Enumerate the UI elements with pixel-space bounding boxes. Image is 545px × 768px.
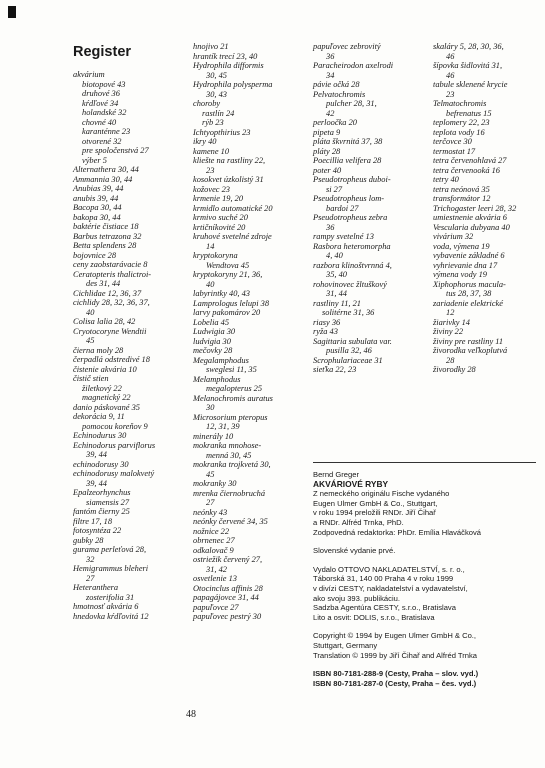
index-entry: krmidlo automatické 20 [193, 203, 273, 213]
imprint-divider [313, 462, 536, 463]
index-entry: vyhrievanie dna 17 [433, 260, 498, 270]
index-entry: 45 [86, 336, 95, 345]
index-entry: Vescularia dubyana 40 [433, 222, 510, 232]
index-entry: termostat 17 [433, 146, 476, 156]
page-number: 48 [186, 709, 196, 720]
index-entry: Microsorium pteropus [193, 412, 268, 422]
index-entry: fantóm čierny 25 [73, 507, 130, 516]
index-entry: papagájovce 31, 44 [193, 593, 259, 602]
index-entry: megalopterus 25 [206, 384, 263, 393]
register-column-1 [73, 42, 185, 621]
index-entry: pomocou koreňov 9 [82, 421, 148, 431]
index-entry: hmotnosť akvária 6 [73, 602, 139, 611]
index-entry: razbora klinoštvrnná 4, [313, 260, 392, 270]
index-entry: pláta škvrnitá 37, 38 [313, 137, 383, 146]
imprint-block [313, 470, 538, 688]
index-entry: Lobelia 45 [193, 317, 230, 327]
index-entry: 34 [326, 70, 335, 80]
index-entry: tetra červenooká 16 [433, 165, 500, 175]
index-entry: obrnenec 27 [193, 536, 235, 545]
index-entry: čierna moly 28 [73, 345, 124, 355]
index-entry: kliešte na rastliny 22, [193, 156, 266, 165]
page-corner-mark [8, 6, 16, 18]
index-entry: Pelvatochromis [313, 89, 366, 99]
index-entry: kruhové svetelné zdroje [193, 232, 272, 241]
index-entry: Echinodurus 30 [73, 431, 127, 440]
imprint-line: ako svoju 393. publikáciu. [313, 593, 400, 603]
imprint-edition: Slovenské vydanie prvé. [313, 546, 396, 556]
index-entry: mokranka mnohose- [193, 441, 262, 450]
index-entry: Colisa lalia 28, 42 [73, 317, 136, 326]
index-entry: echinodorusy 30 [73, 459, 129, 469]
index-entry: des 31, 44 [86, 279, 121, 288]
index-entry: 27 [86, 573, 95, 583]
index-entry: 36 [326, 222, 335, 232]
index-entry: befrenatus 15 [446, 108, 492, 118]
index-entry: tetra neónová 35 [433, 184, 490, 194]
imprint-author: Bernd Greger [313, 470, 360, 479]
index-entry: Megalamphodus [193, 355, 249, 365]
index-entry: sweglesi 11, 35 [206, 365, 257, 374]
index-entry: tetry 40 [433, 175, 459, 184]
index-entry: druhové 36 [82, 89, 120, 98]
index-entry: Echinodorus parviflorus [73, 440, 156, 450]
index-entry: akvárium [73, 70, 105, 79]
index-entry: Bacopa 30, 44 [73, 203, 122, 212]
index-entry: holandské 32 [82, 108, 127, 117]
index-entry: menná 30, 45 [206, 450, 252, 460]
index-entry: Hydrophila polysperma [193, 80, 273, 89]
register-column-2 [193, 42, 305, 622]
index-entry: ceny zaobstarávacie 8 [73, 260, 148, 269]
index-entry: mokranky 30 [193, 479, 237, 488]
index-entry: kamene 10 [193, 146, 230, 156]
index-entry: čistič stien [73, 374, 109, 383]
index-entry: neónky červené 34, 35 [193, 517, 268, 526]
index-entry: zosterifolia 31 [86, 592, 135, 602]
index-entry: žiarivky 14 [433, 317, 470, 327]
index-entry: pusilla 32, 46 [326, 346, 372, 355]
index-entry: Ichtyopthirius 23 [193, 127, 251, 137]
index-entry: kosokvet úzkolistý 31 [193, 175, 264, 184]
index-entry: živiny 22 [433, 327, 464, 336]
imprint-line: Táborská 31, 140 00 Praha 4 v roku 1999 [313, 574, 454, 584]
index-entry: ryža 43 [313, 327, 338, 336]
index-entry: 31, 42 [206, 564, 227, 574]
register-column-3 [313, 42, 425, 375]
index-entry: 27 [206, 498, 215, 507]
index-entry: riasy 36 [313, 317, 341, 327]
index-entry: solitérne 31, 36 [322, 308, 375, 317]
imprint-line: Lito a osvit: DOLIS, s.r.o., Bratislava [313, 612, 435, 622]
index-entry: 28 [446, 355, 455, 365]
imprint-line: Vydalo OTTOVO NAKLADATELSTVÍ, s. r. o., [313, 564, 465, 574]
index-entry: tabule sklenené krycie [433, 80, 508, 89]
index-entry: si 27 [326, 184, 343, 194]
index-entry: pre spoločenstvá 27 [82, 146, 149, 155]
index-entry: Otocinclus affinis 28 [193, 583, 263, 593]
index-entry: teplomery 22, 23 [433, 118, 490, 127]
index-entry: žiletkový 22 [82, 383, 122, 393]
index-entry: tus 28, 37, 38 [446, 289, 492, 298]
index-entry: pávie očká 28 [313, 80, 360, 89]
index-entry: 39, 44 [86, 450, 107, 459]
index-entry: 40 [86, 307, 95, 317]
index-entry: rampy svetelné 13 [313, 232, 374, 241]
index-entry: pláty 28 [313, 146, 341, 156]
index-entry: Anubias 39, 44 [73, 184, 124, 193]
register-column-4 [433, 42, 538, 375]
index-entry: Betta splendens 28 [73, 241, 137, 250]
imprint-line: Eugen Ulmer GmbH & Co., Stuttgart, [313, 498, 438, 508]
index-entry: 30 [206, 403, 215, 412]
index-entry: labyrintky 40, 43 [193, 289, 250, 298]
index-entry: teplota vody 16 [433, 127, 485, 137]
index-entry: bakopa 30, 44 [73, 212, 121, 222]
index-entry: 40 [206, 279, 215, 289]
register-title: Register [73, 44, 132, 60]
index-entry: Poecillia velifera 28 [313, 156, 382, 165]
index-entry: krtičníkovité 20 [193, 222, 246, 232]
index-entry: perloočka 20 [313, 118, 357, 127]
index-entry: ostriežik červený 27, [193, 555, 263, 564]
index-entry: krmenie 19, 20 [193, 194, 244, 203]
index-entry: živorodka veľkoplutvá [433, 346, 508, 355]
index-entry: poter 40 [313, 165, 342, 175]
imprint-copyright: Copyright © 1994 by Eugen Ulmer GmbH & Co., [313, 631, 477, 641]
index-entry: cichlidy 28, 32, 36, 37, [73, 298, 150, 307]
index-entry: kryptokoryna [193, 251, 238, 260]
index-entry: siamensis 27 [86, 497, 130, 507]
index-entry: Scrophulariaceae 31 [313, 355, 383, 365]
index-entry: ludvigia 30 [193, 336, 231, 346]
index-entry: filtre 17, 18 [73, 516, 113, 526]
index-entry: baktérie čistiace 18 [73, 222, 139, 231]
index-entry: 12, 31, 39 [206, 422, 240, 431]
index-entry: 46 [446, 51, 455, 61]
index-entry: Wendtova 45 [206, 260, 250, 270]
index-entry: Melanochromis auratus [193, 393, 273, 403]
index-entry: výmena vody 19 [433, 270, 487, 279]
isbn-slovak: ISBN 80-7181-288-9 (Cesty, Praha – slov. vyd.) [313, 669, 479, 679]
index-entry: bardoi 27 [326, 203, 359, 213]
index-entry: karanténne 23 [82, 127, 131, 136]
index-entry: gurama perleťová 28, [73, 545, 147, 554]
index-entry: hnedovka kŕdľovitá 12 [73, 611, 149, 621]
imprint-line: a RNDr. Alfréd Trnka, PhD. [313, 517, 404, 527]
index-entry: pipeta 9 [313, 127, 341, 137]
index-entry: kŕdľové 34 [82, 98, 119, 108]
imprint-line: v roku 1994 preložili RNDr. Jiří Čihař [313, 508, 436, 518]
index-entry: gubky 28 [73, 535, 104, 545]
imprint-line: Sadzba Agentúra CESTY, s.r.o., Bratislava [313, 603, 456, 613]
index-entry: 35, 40 [326, 270, 347, 279]
index-entry: transformátor 12 [433, 194, 491, 203]
index-entry: Rasbora heteromorpha [313, 241, 391, 251]
index-entry: 36 [326, 51, 335, 61]
index-entry: papuľovec pestrý 30 [193, 612, 262, 621]
index-entry: mečovky 28 [193, 346, 233, 355]
index-entry: rohovinovec žltuškový [313, 279, 387, 289]
index-entry: Ceratopteris thalictroi- [73, 269, 152, 279]
imprint-line: Zodpovedná redaktorka: PhDr. Emília Hlaváčková [313, 527, 481, 537]
index-entry: tetra červenohlavá 27 [433, 156, 507, 165]
index-entry: biotopové 43 [82, 79, 126, 89]
index-entry: rastlín 24 [202, 108, 235, 118]
index-entry: Epalzeorhynchus [73, 488, 131, 497]
index-entry: rýb 23 [202, 118, 224, 127]
index-entry: papuľovce 27 [193, 602, 239, 612]
index-entry: odkalovač 9 [193, 545, 234, 555]
index-entry: minerály 10 [193, 431, 234, 441]
index-entry: 46 [446, 70, 455, 80]
index-entry: krmivo suché 20 [193, 213, 248, 222]
index-entry: 14 [206, 241, 215, 251]
index-entry: Xiphophorus macula- [433, 279, 506, 289]
index-entry: chovné 40 [82, 117, 117, 127]
index-entry: šípovka šidlovitá 31, [433, 61, 503, 70]
index-entry: 39, 44 [86, 478, 107, 488]
index-entry: Trichogaster leeri 28, 32 [433, 203, 517, 213]
index-entry: Barbus tetrazona 32 [73, 231, 142, 241]
index-entry: osvetlenie 13 [193, 574, 237, 583]
index-entry: Sagittaria subulata var. [313, 336, 392, 346]
index-entry: 4, 40 [326, 251, 343, 260]
index-entry: kožovec 23 [193, 184, 230, 194]
index-entry: voda, výmena 19 [433, 241, 490, 251]
index-entry: hrantík trecí 23, 40 [193, 51, 258, 61]
index-entry: čerpadlá odstredivé 18 [73, 355, 150, 364]
index-entry: Cichlidae 12, 36, 37 [73, 288, 142, 298]
index-entry: otvorené 32 [82, 136, 122, 146]
index-entry: skaláry 5, 28, 30, 36, [433, 42, 504, 51]
index-entry: terčovce 30 [433, 137, 472, 146]
index-entry: nožnice 22 [193, 526, 230, 536]
index-entry: kryptokoryny 21, 36, [193, 270, 263, 279]
index-entry: choroby [193, 99, 221, 108]
index-entry: výber 5 [82, 155, 107, 165]
index-entry: Pseudotropheus zebra [313, 213, 388, 222]
index-entry: Melamphodus [193, 374, 241, 384]
index-entry: 23 [206, 165, 215, 175]
index-entry: vivárium 32 [433, 232, 474, 241]
index-entry: papuľovec zebrovitý [313, 42, 381, 51]
index-entry: Pseudotropheus lom- [313, 194, 385, 203]
index-entry: hnojivo 21 [193, 42, 229, 51]
index-entry: živorodky 28 [433, 365, 476, 374]
index-entry: 31, 44 [326, 289, 347, 298]
index-entry: Ludwigia 30 [193, 327, 236, 336]
index-entry: 32 [86, 554, 95, 564]
index-entry: 30, 43 [206, 89, 227, 99]
index-entry: mrenka čiernobruchá [193, 488, 266, 498]
index-entry: ikry 40 [193, 137, 217, 146]
imprint-line: v divízi CESTY, nakladatelství a vydavatelství, [313, 583, 468, 593]
imprint-book-title: AKVÁRIOVÉ RYBY [313, 478, 389, 489]
index-entry: dekorácia 9, 11 [73, 412, 125, 421]
index-entry: Telmatochromis [433, 99, 487, 108]
imprint-copyright: Translation © 1999 by Jiří Čihař and Alfréd Trnka [313, 650, 478, 660]
index-entry: magnetický 22 [82, 393, 131, 402]
index-entry: Paracheirodon axelrodi [313, 61, 394, 70]
index-entry: 23 [446, 89, 455, 99]
index-entry: 12 [446, 308, 455, 317]
index-entry: Pseudotropheus duboi- [313, 175, 391, 184]
index-entry: mokranka trojkvetá 30, [193, 460, 271, 469]
index-entry: Hemigrammus bleheri [73, 564, 149, 573]
index-entry: Ammannia 30, 44 [73, 174, 133, 184]
index-entry: 45 [206, 469, 215, 479]
index-entry: živiny pre rastliny 11 [433, 336, 504, 346]
index-entry: čistenie akvária 10 [73, 364, 137, 374]
index-entry: 42 [326, 108, 335, 118]
index-entry: sieťka 22, 23 [313, 365, 357, 374]
imprint-copyright: Stuttgart, Germany [313, 640, 378, 650]
index-entry: zariadenie elektrické [433, 298, 503, 308]
index-entry: 30, 45 [206, 70, 227, 80]
index-entry: Cryotocoryne Wendtii [73, 326, 147, 336]
index-entry: pulcher 28, 31, [326, 99, 377, 108]
index-entry: vybavenie základné 6 [433, 251, 505, 260]
index-entry: Alternathera 30, 44 [73, 165, 139, 174]
index-entry: rastliny 11, 21 [313, 298, 361, 308]
index-entry: anubis 39, 44 [73, 193, 119, 203]
index-entry: Lamprologus lelupi 38 [193, 298, 270, 308]
index-entry: larvy pakomárov 20 [193, 308, 261, 317]
index-entry: umiestnenie akvária 6 [433, 213, 507, 222]
imprint-line: Z nemeckého originálu Fische vydaného [313, 489, 450, 499]
index-entry: neónky 43 [193, 507, 228, 517]
index-entry: Hydrophila difformis [193, 61, 264, 70]
isbn-czech: ISBN 80-7181-287-0 (Cesty, Praha – čes. vyd.) [313, 678, 477, 688]
index-entry: danio páskované 35 [73, 402, 140, 412]
index-entry: echinodorusy malokvetý [73, 469, 155, 478]
index-entry: Heteranthera [73, 583, 119, 592]
index-entry: bojovnice 28 [73, 250, 117, 260]
index-entry: fotosyntéza 22 [73, 526, 122, 535]
